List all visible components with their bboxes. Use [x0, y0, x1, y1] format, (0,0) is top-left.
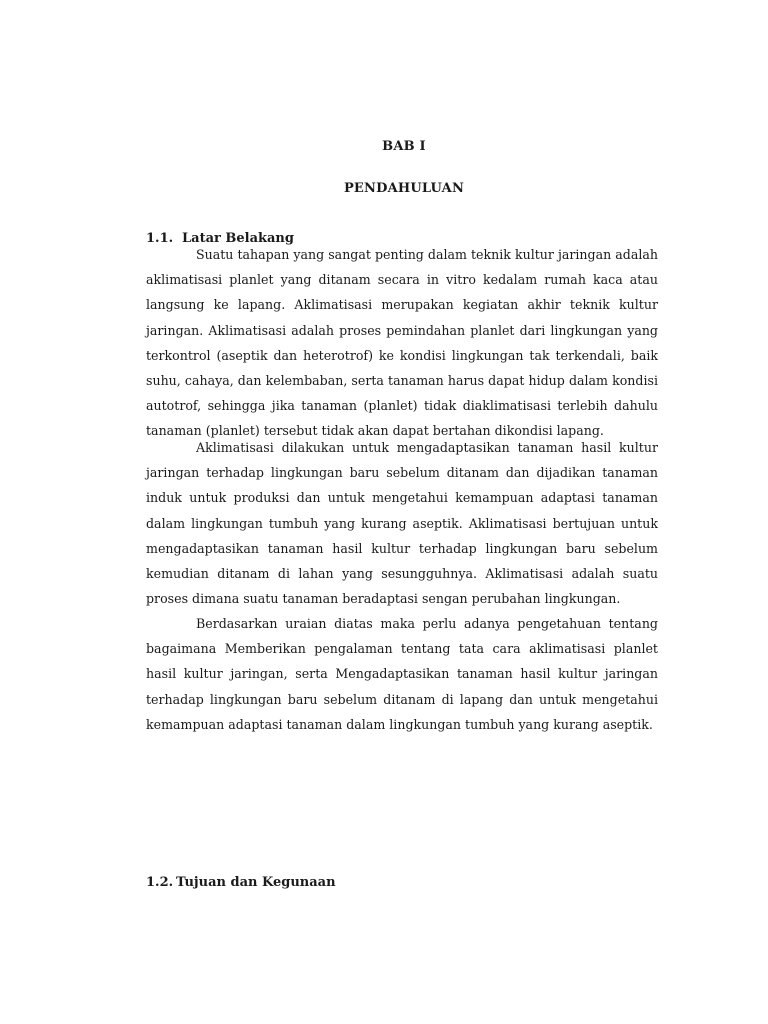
- section-number: 1.1.: [146, 231, 174, 246]
- section-title: Latar Belakang: [182, 231, 294, 246]
- chapter-number: BAB I: [382, 139, 426, 154]
- paragraph-3: Berdasarkan uraian diatas maka perlu adanya pengetahuan tentang bagaimana Memberikan pengalaman tentang tata cara aklimatisasi planlet hasil kultur jaringan, serta Mengadaptasikan tanaman hasil kultur jaringan terhadap lingkungan baru sebelum ditanam di lapang dan untuk mengetahui kemampuan adaptasi tanaman dalam lingkungan tumbuh yang kurang aseptik.: [146, 616, 658, 732]
- section-title: Tujuan dan Kegunaan: [176, 875, 336, 890]
- chapter-title: PENDAHULUAN: [343, 181, 465, 196]
- section-heading-tujuan: [146, 875, 336, 890]
- paragraph-1: Suatu tahapan yang sangat penting dalam teknik kultur jaringan adalah aklimatisasi planlet yang ditanam secara in vitro kedalam rumah kaca atau langsung ke lapang. Aklimatisasi merupakan kegiatan akhir teknik kultur jaringan. Aklimatisasi adalah proses pemindahan planlet dari lingkungan yang terkontrol (aseptik dan heterotrof) ke kondisi lingkungan tak terkendali, baik suhu, cahaya, dan kelembaban, serta tanaman harus dapat hidup dalam kondisi autotrof, sehingga jika tanaman (planlet) tidak diaklimatisasi terlebih dahulu tanaman (planlet) tersebut tidak akan dapat bertahan dikondisi lapang.: [146, 247, 658, 439]
- section-number: 1.2.: [146, 875, 174, 890]
- paragraph-2: Aklimatisasi dilakukan untuk mengadaptasikan tanaman hasil kultur jaringan terhadap lingkungan baru sebelum ditanam dan dijadikan tanaman induk untuk produksi dan untuk mengetahui kemampuan adaptasi tanaman dalam lingkungan tumbuh yang kurang aseptik. Aklimatisasi bertujuan untuk mengadaptasikan tanaman hasil kultur terhadap lingkungan baru sebelum kemudian ditanam di lahan yang sesungguhnya. Aklimatisasi adalah suatu proses dimana suatu tanaman beradaptasi sengan perubahan lingkungan.: [146, 440, 658, 607]
